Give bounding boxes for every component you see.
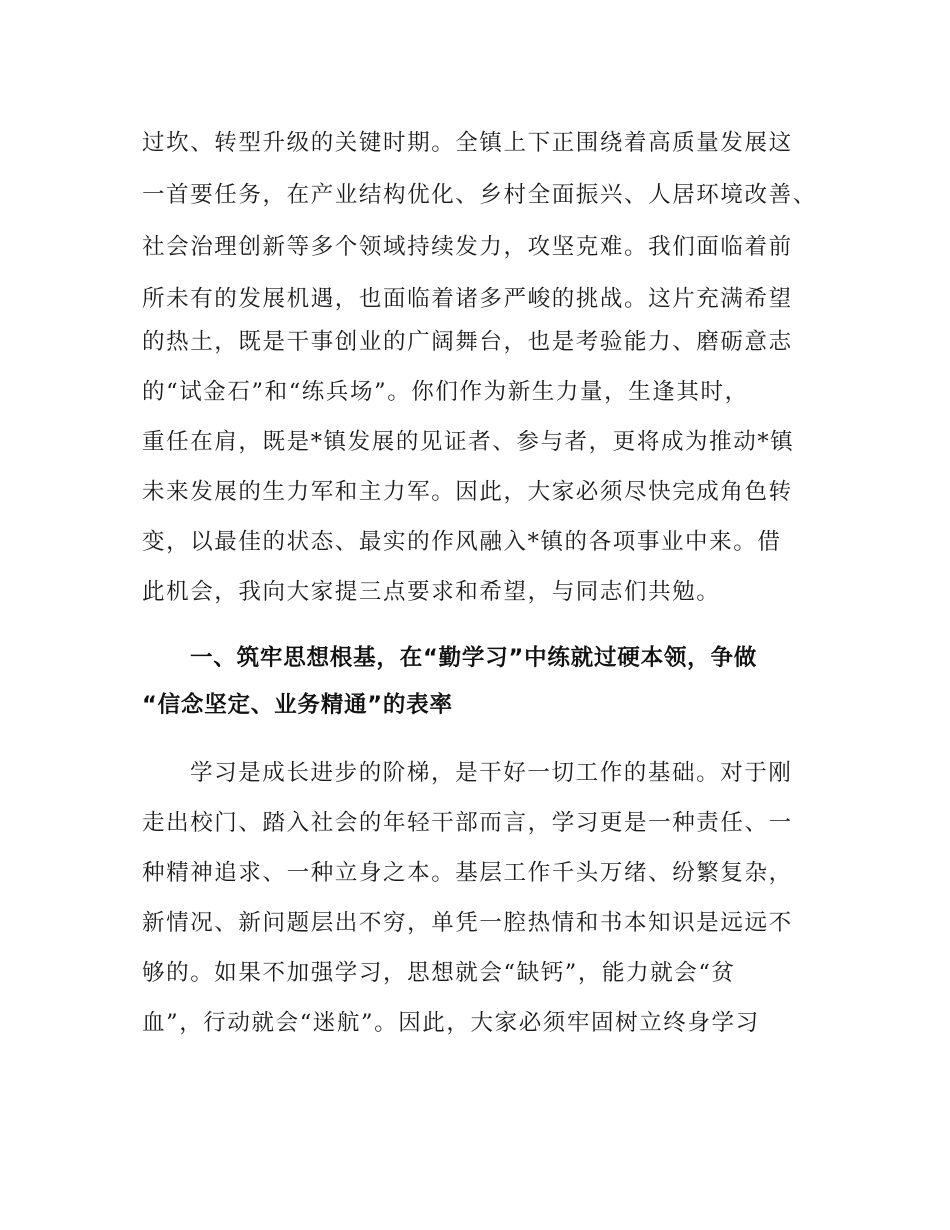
text-line: 新情况、新问题层出不穷，单凭一腔热情和书本知识是远远不 (142, 910, 793, 936)
text-line: 未来发展的生力军和主力军。因此，大家必须尽快完成角色转 (142, 479, 793, 505)
text-line: 血”，行动就会“迷航”。因此，大家必须牢固树立终身学习 (142, 1010, 760, 1036)
heading-line: 一、筑牢思想根基，在“勤学习”中练就过硬本领，争做 (190, 645, 758, 671)
text-line: 此机会，我向大家提三点要求和希望，与同志们共勉。 (142, 579, 721, 605)
text-line: 一首要任务，在产业结构优化、乡村全面振兴、人居环境改善、 (142, 182, 817, 208)
text-line: 过坎、转型升级的关键时期。全镇上下正围绕着高质量发展这 (142, 130, 793, 156)
text-line: 变，以最佳的状态、最实的作风融入*镇的各项事业中来。借 (142, 529, 782, 555)
text-line: 种精神追求、一种立身之本。基层工作千头万绪、纷繁复杂， (142, 860, 793, 886)
text-line: 学习是成长进步的阶梯，是干好一切工作的基础。对于刚 (190, 760, 793, 786)
text-line: 走出校门、踏入社会的年轻干部而言，学习更是一种责任、一 (142, 810, 793, 836)
heading-line: “信念坚定、业务精通”的表率 (142, 692, 453, 718)
text-line: 的“试金石”和“练兵场”。你们作为新生力量，生逢其时， (142, 379, 749, 405)
text-line: 的热土，既是干事创业的广阔舞台，也是考验能力、磨砺意志 (142, 329, 793, 355)
text-line: 所未有的发展机遇，也面临着诸多严峻的挑战。这片充满希望 (142, 286, 793, 312)
text-line: 重任在肩，既是*镇发展的见证者、参与者，更将成为推动*镇 (142, 429, 795, 455)
text-line: 社会治理创新等多个领域持续发力，攻坚克难。我们面临着前 (142, 234, 793, 260)
text-line: 够的。如果不加强学习，思想就会“缺钙”，能力就会“贫 (142, 960, 736, 986)
